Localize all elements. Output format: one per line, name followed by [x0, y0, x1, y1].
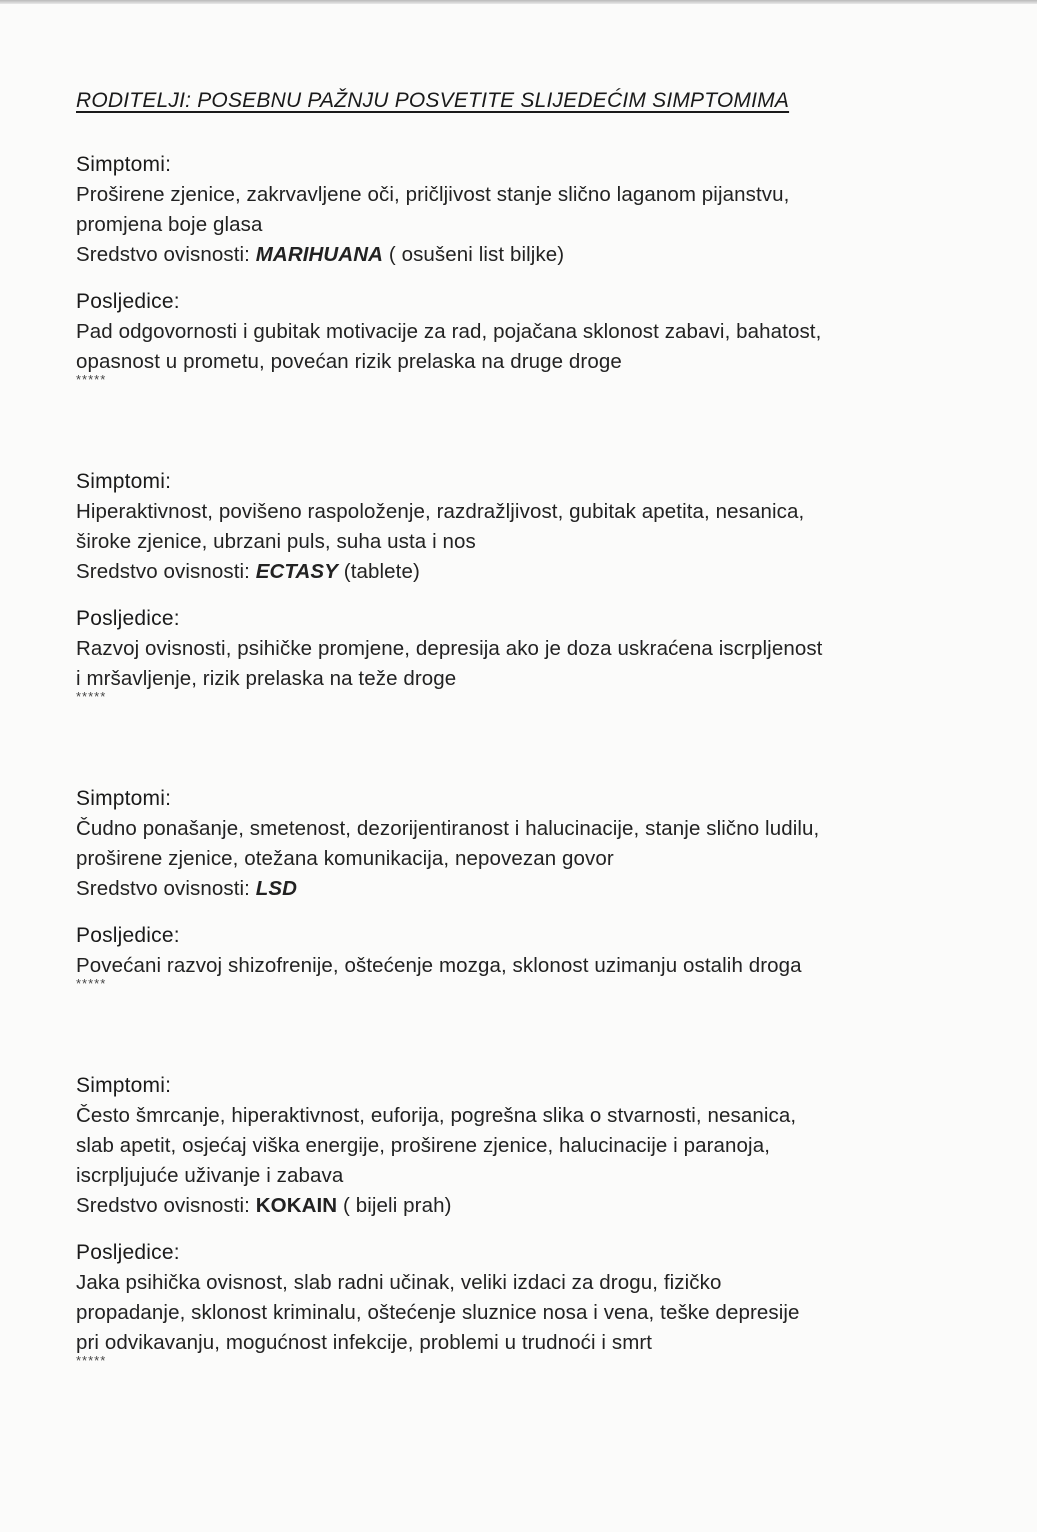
symptoms-heading: Simptomi:	[76, 787, 172, 810]
symptoms-line: promjena boje glasa	[76, 213, 263, 236]
substance-name: MARIHUANA	[255, 243, 384, 266]
document-title: RODITELJI: POSEBNU PAŽNJU POSVETITE SLIJEDEĆIM SIMPTOMIMA	[76, 89, 790, 112]
section-kokain	[76, 1071, 1034, 1368]
consequences-line: Povećani razvoj shizofrenije, oštećenje mozga, sklonost uzimanju ostalih droga	[76, 954, 802, 977]
symptoms-line: Često šmrcanje, hiperaktivnost, euforija, pogrešna slika o stvarnosti, nesanica,	[76, 1104, 797, 1127]
symptoms-heading: Simptomi:	[76, 153, 172, 176]
substance-line	[76, 1191, 1034, 1221]
consequences-line: i mršavljenje, rizik prelaska na teže droge	[76, 667, 457, 690]
section-separator: *****	[76, 689, 107, 704]
substance-label: Sredstvo ovisnosti:	[76, 877, 256, 900]
symptoms-line: široke zjenice, ubrzani puls, suha usta i nos	[76, 530, 476, 553]
substance-name: ECTASY	[255, 560, 338, 583]
substance-note: ( bijeli prah)	[337, 1194, 452, 1217]
consequences-line: opasnost u prometu, povećan rizik prelaska na druge droge	[76, 350, 622, 373]
section-ectasy	[76, 467, 1034, 704]
symptoms-line: proširene zjenice, otežana komunikacija, nepovezan govor	[76, 847, 614, 870]
consequences-line: Jaka psihička ovisnost, slab radni učinak, veliki izdaci za drogu, fizičko	[76, 1271, 722, 1294]
section-separator: *****	[76, 372, 107, 387]
section-separator: *****	[76, 976, 107, 991]
symptoms-line: Proširene zjenice, zakrvavljene oči, pričljivost stanje slično laganom pijanstvu,	[76, 183, 790, 206]
substance-label: Sredstvo ovisnosti:	[76, 243, 256, 266]
substance-name: KOKAIN	[255, 1194, 338, 1217]
consequences-heading: Posljedice:	[76, 1241, 180, 1264]
consequences-heading: Posljedice:	[76, 607, 180, 630]
consequences-line: propadanje, sklonost kriminalu, oštećenje sluznice nosa i vena, teške depresije	[76, 1301, 800, 1324]
substance-label: Sredstvo ovisnosti:	[76, 560, 256, 583]
substance-line	[76, 874, 1034, 904]
symptoms-line: Čudno ponašanje, smetenost, dezorijentiranost i halucinacije, stanje slično ludilu,	[76, 817, 820, 840]
substance-line	[76, 240, 1034, 270]
document-page	[76, 86, 1034, 1368]
consequences-heading: Posljedice:	[76, 290, 180, 313]
substance-label: Sredstvo ovisnosti:	[76, 1194, 256, 1217]
substance-name: LSD	[255, 877, 298, 900]
consequences-line: Pad odgovornosti i gubitak motivacije za rad, pojačana sklonost zabavi, bahatost,	[76, 320, 822, 343]
section-lsd	[76, 784, 1034, 991]
substance-note: ( osušeni list biljke)	[383, 243, 565, 266]
symptoms-line: iscrpljujuće uživanje i zabava	[76, 1164, 344, 1187]
substance-line	[76, 557, 1034, 587]
consequences-line: Razvoj ovisnosti, psihičke promjene, depresija ako je doza uskraćena iscrpljenost	[76, 637, 823, 660]
symptoms-line: Hiperaktivnost, povišeno raspoloženje, razdražljivost, gubitak apetita, nesanica,	[76, 500, 805, 523]
symptoms-heading: Simptomi:	[76, 1074, 172, 1097]
section-separator: *****	[76, 1353, 107, 1368]
page-top-edge	[0, 0, 1037, 4]
consequences-heading: Posljedice:	[76, 924, 180, 947]
substance-note: (tablete)	[337, 560, 420, 583]
symptoms-line: slab apetit, osjećaj viška energije, proširene zjenice, halucinacije i paranoja,	[76, 1134, 770, 1157]
section-marihuana	[76, 150, 1034, 387]
consequences-line: pri odvikavanju, mogućnost infekcije, problemi u trudnoći i smrt	[76, 1331, 653, 1354]
symptoms-heading: Simptomi:	[76, 470, 172, 493]
